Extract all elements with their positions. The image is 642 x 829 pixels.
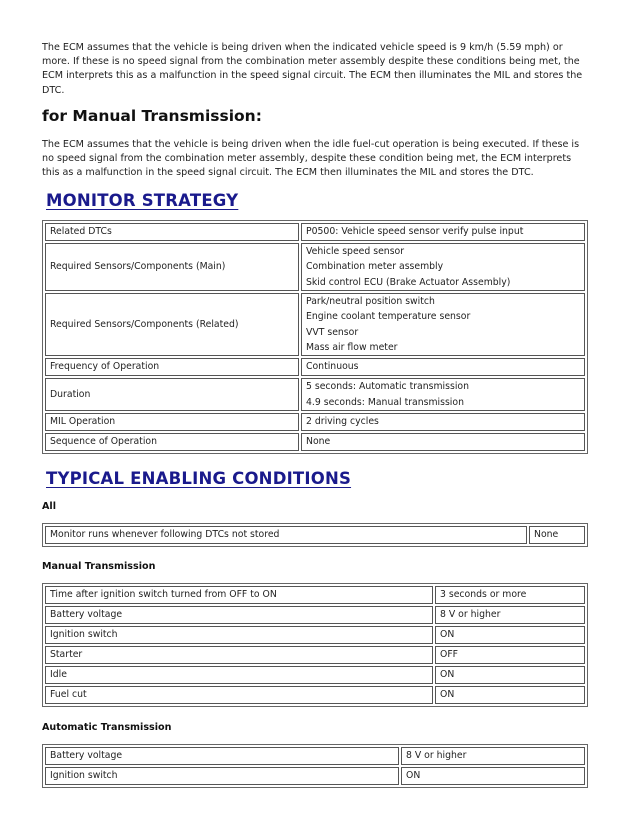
condition-label: Battery voltage (45, 606, 433, 624)
automatic-transmission-conditions-table (42, 744, 588, 788)
manual-transmission-heading: for Manual Transmission: (42, 107, 262, 125)
value-line: Engine coolant temperature sensor (306, 311, 471, 323)
row-label: Required Sensors/Components (Related) (45, 293, 299, 356)
manual-transmission-paragraph: The ECM assumes that the vehicle is being driven when the idle fuel-cut operation is being executed. If these is no speed signal from the combination meter assembly, despite these condition being met, the ECM interprets this as a malfunction in the speed signal circuit. The ECM then illuminates the MIL and stores the DTC. (42, 139, 580, 179)
table-row (45, 586, 585, 604)
value-line: Combination meter assembly (306, 261, 444, 273)
row-label: Duration (45, 378, 299, 411)
condition-value: 8 V or higher (435, 606, 585, 624)
table-row (45, 293, 585, 356)
row-label: Required Sensors/Components (Main) (45, 243, 299, 291)
condition-value: ON (435, 626, 585, 644)
condition-label: Fuel cut (45, 686, 433, 704)
row-label: Related DTCs (45, 223, 299, 241)
monitor-strategy-title: MONITOR STRATEGY (46, 191, 239, 210)
value-line: Continuous (306, 361, 359, 373)
condition-value: 8 V or higher (401, 747, 585, 765)
table-row (45, 686, 585, 704)
condition-label: Battery voltage (45, 747, 399, 765)
table-row (45, 626, 585, 644)
row-value (301, 413, 585, 431)
condition-label: Idle (45, 666, 433, 684)
row-label: MIL Operation (45, 413, 299, 431)
table-row (45, 358, 585, 376)
row-value (301, 243, 585, 291)
condition-value: ON (401, 767, 585, 785)
condition-value: ON (435, 686, 585, 704)
monitor-strategy-table (42, 220, 588, 454)
value-line: Skid control ECU (Brake Actuator Assembly) (306, 276, 511, 288)
condition-label: Ignition switch (45, 767, 399, 785)
value-line: 4.9 seconds: Manual transmission (306, 396, 464, 408)
value-line: 5 seconds: Automatic transmission (306, 381, 469, 393)
manual-transmission-conditions-table (42, 583, 588, 707)
intro-paragraph: The ECM assumes that the vehicle is being driven when the indicated vehicle speed is 9 km/h (5.59 mph) or more. If these is no speed signal from the combination meter assembly despite these conditions being met, the ECM interprets this as a malfunction in the speed signal circuit. The ECM then illuminates the MIL and stores the DTC. (42, 42, 583, 96)
table-row (45, 526, 585, 544)
condition-label: Time after ignition switch turned from OFF to ON (45, 586, 433, 604)
condition-value: OFF (435, 646, 585, 664)
table-row (45, 747, 585, 765)
condition-value: None (529, 526, 585, 544)
value-line: Vehicle speed sensor (306, 246, 405, 258)
value-line: 2 driving cycles (306, 416, 379, 428)
table-row (45, 606, 585, 624)
row-value (301, 358, 585, 376)
condition-label: Monitor runs whenever following DTCs not stored (45, 526, 527, 544)
automatic-transmission-subheading: Automatic Transmission (42, 722, 172, 733)
row-value (301, 293, 585, 356)
row-value (301, 433, 585, 451)
all-conditions-table (42, 523, 588, 547)
value-line: Park/neutral position switch (306, 296, 435, 308)
row-label: Sequence of Operation (45, 433, 299, 451)
all-subheading: All (42, 501, 57, 512)
value-line: P0500: Vehicle speed sensor verify pulse input (306, 226, 524, 238)
table-row (45, 243, 585, 291)
row-label: Frequency of Operation (45, 358, 299, 376)
manual-transmission-subheading: Manual Transmission (42, 561, 156, 572)
value-line: VVT sensor (306, 326, 359, 338)
table-row (45, 646, 585, 664)
table-row (45, 378, 585, 411)
table-row (45, 413, 585, 431)
table-row (45, 433, 585, 451)
typical-enabling-conditions-title: TYPICAL ENABLING CONDITIONS (46, 469, 352, 488)
condition-value: ON (435, 666, 585, 684)
table-row (45, 666, 585, 684)
table-row (45, 223, 585, 241)
table-row (45, 767, 585, 785)
condition-value: 3 seconds or more (435, 586, 585, 604)
value-line: Mass air flow meter (306, 341, 398, 353)
row-value (301, 378, 585, 411)
condition-label: Ignition switch (45, 626, 433, 644)
row-value (301, 223, 585, 241)
condition-label: Starter (45, 646, 433, 664)
value-line: None (306, 436, 331, 448)
